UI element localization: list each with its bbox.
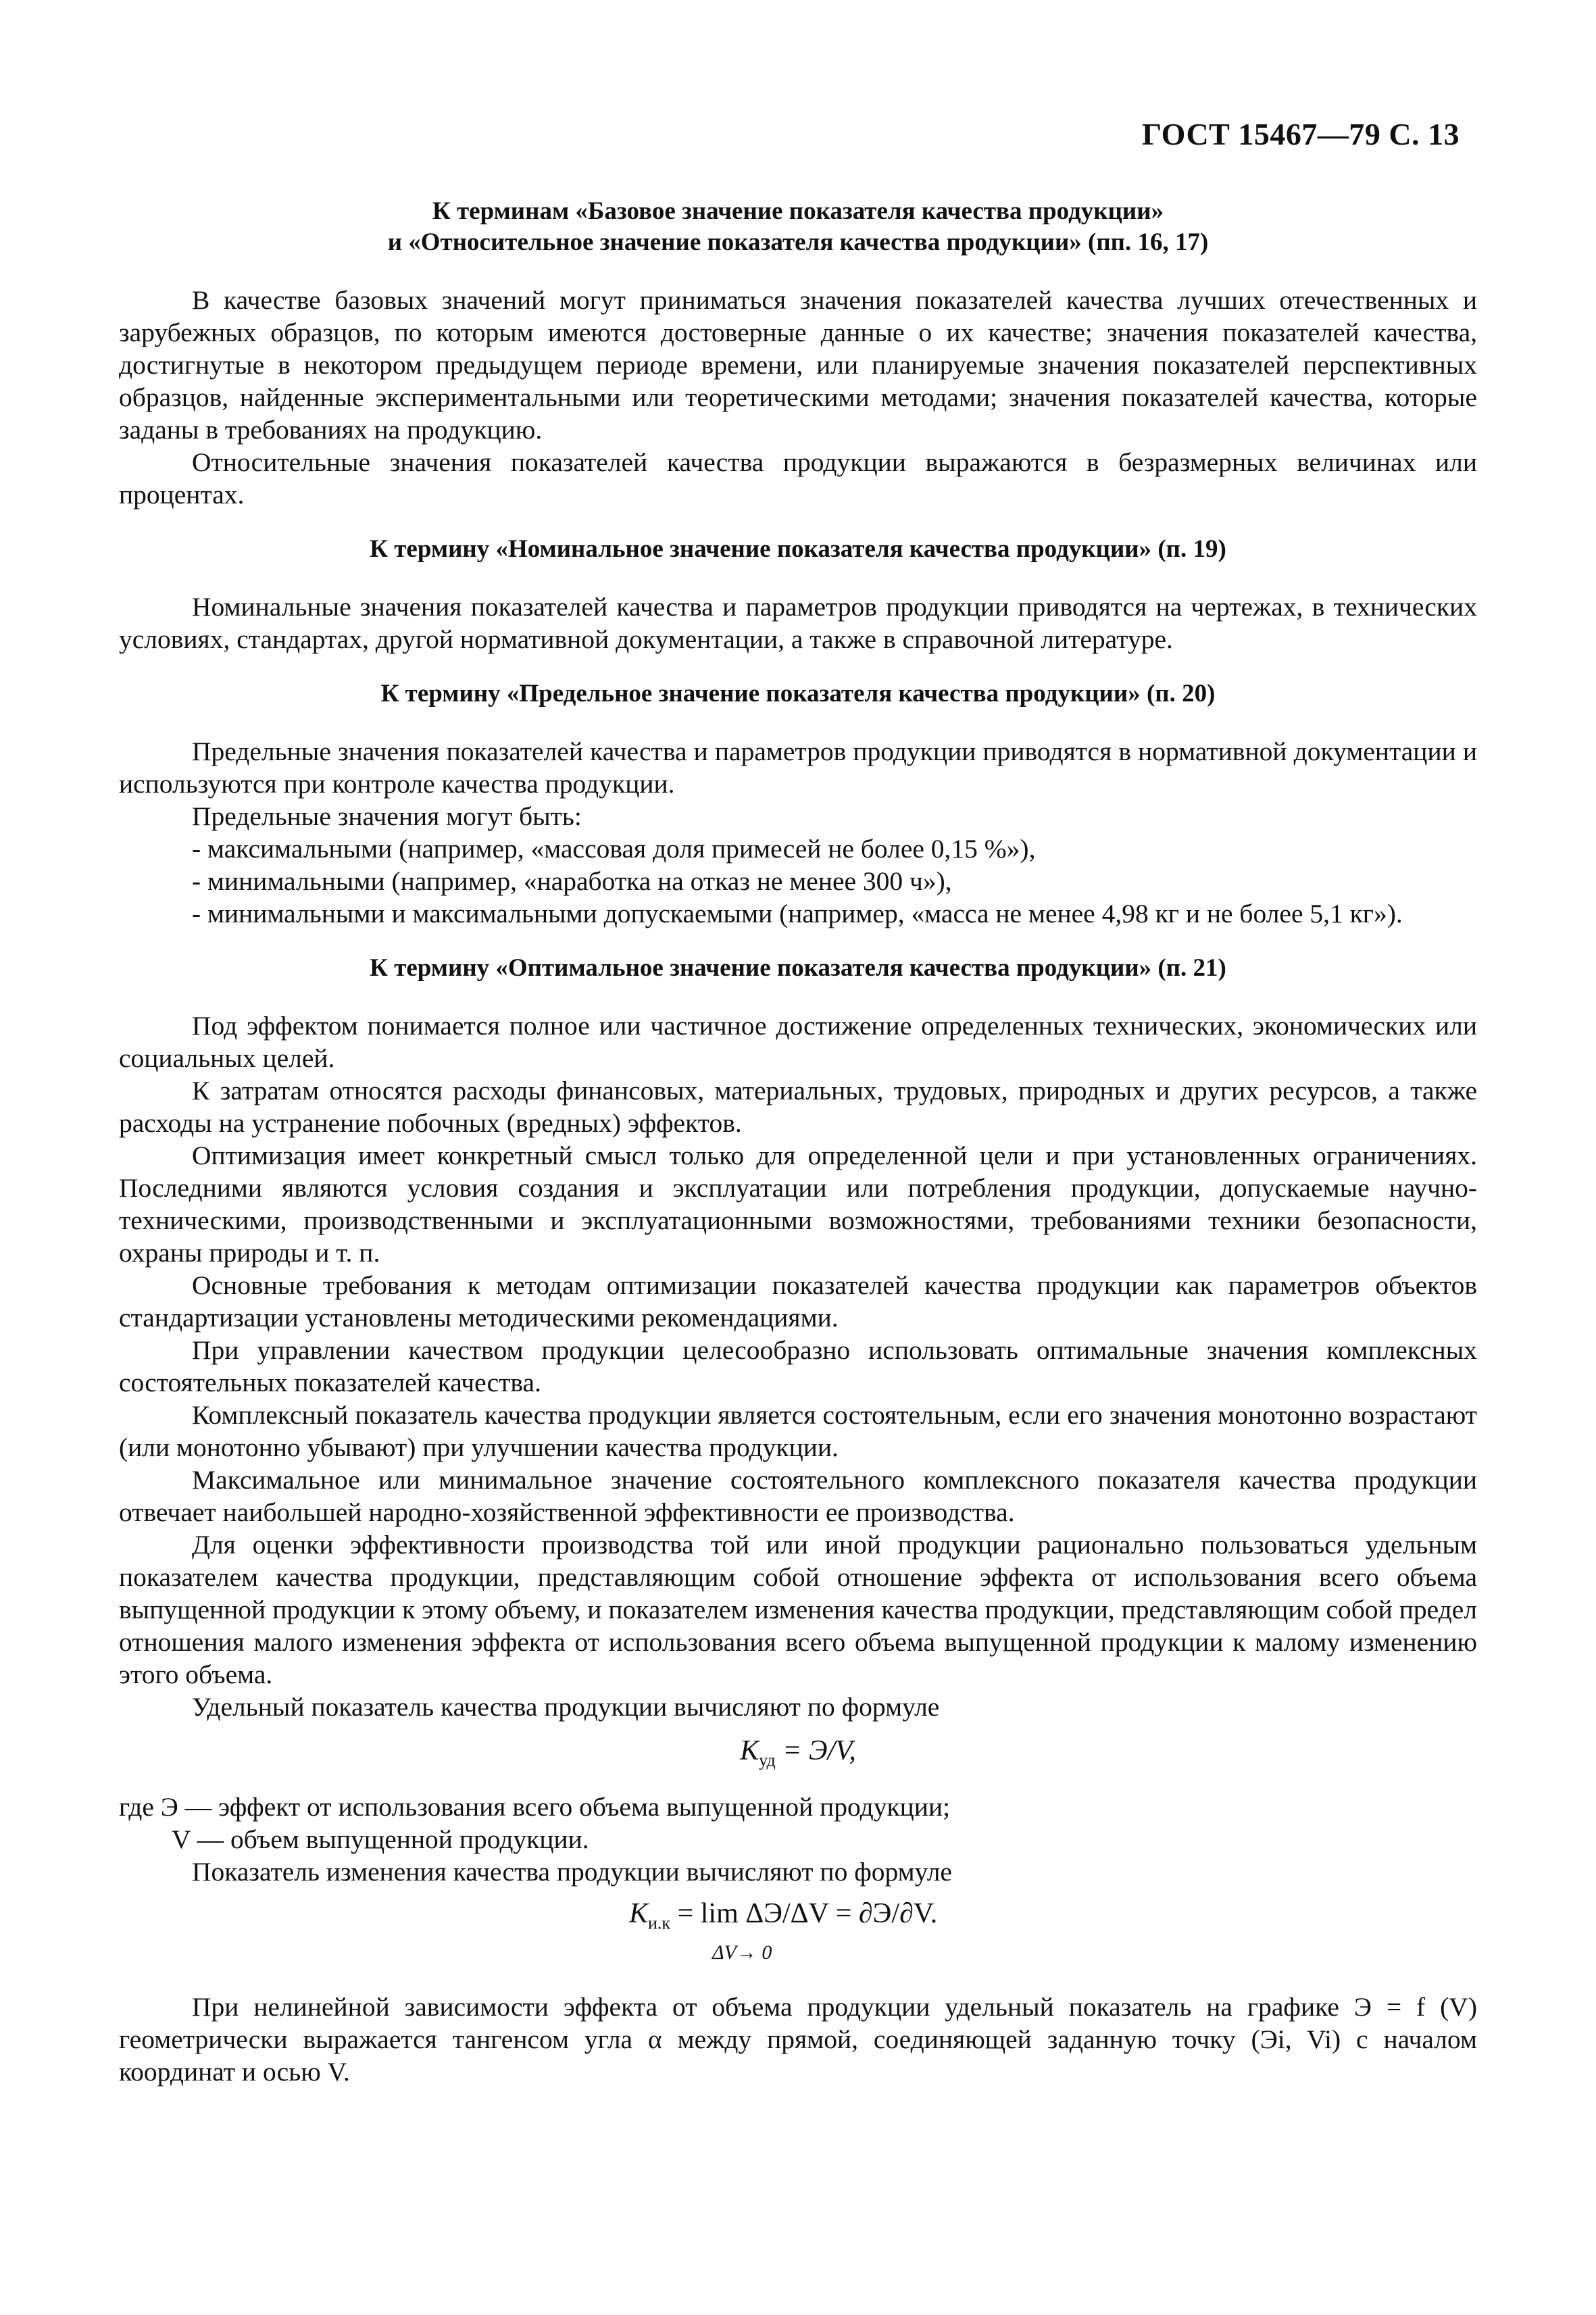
paragraph: При нелинейной зависимости эффекта от объема продукции удельный показатель на графике Э = f (V) геометрически выражается тангенсом угла α между прямой, соединяющей заданную точку (Эi, Vi) с началом координат и осью V. bbox=[119, 1992, 1477, 2087]
paragraph: Относительные значения показателей качества продукции выражаются в безразмерных величинах или процентах. bbox=[119, 447, 1477, 509]
paragraph: При управлении качеством продукции целесообразно использовать оптимальные значения комплексных состоятельных показателей качества. bbox=[119, 1335, 1477, 1397]
formula-symbol: K bbox=[740, 1735, 759, 1766]
paragraph: Удельный показатель качества продукции вычисляют по формуле bbox=[192, 1692, 940, 1722]
paragraph: Для оценки эффективности производства той или иной продукции рационально пользоваться удельным показателем качества продукции, представляющим собой отношение эффекта от использования всего объема выпущенной продукции к этому объему, и показателем изменения качества продукции, представляющим собой предел отношения малого изменения эффекта от использования всего объема выпущенной продукции к малому изменению этого объема. bbox=[119, 1530, 1477, 1689]
list-item: - максимальными (например, «массовая доля примесей не более 0,15 %»), bbox=[192, 834, 1036, 864]
paragraph: Оптимизация имеет конкретный смысл только для определенной цели и при установленных ограничениях. Последними являются условия создания и эксплуатации или потребления продукции, допускаемые научно-техническими, производственными и эксплуатационными возможностями, требованиями техники безопасности, охраны природы и т. п. bbox=[119, 1141, 1477, 1268]
paragraph: Комплексный показатель качества продукции является состоятельным, если его значения монотонно возрастают (или монотонно убывают) при улучшении качества продукции. bbox=[119, 1400, 1477, 1462]
paragraph: Максимальное или минимальное значение состоятельного комплексного показателя качества продукции отвечает наибольшей народно-хозяйственной эффективности ее производства. bbox=[119, 1465, 1477, 1527]
section-title: К термину «Номинальное значение показателя качества продукции» (п. 19) bbox=[370, 535, 1226, 563]
paragraph: Показатель изменения качества продукции вычисляют по формуле bbox=[192, 1857, 952, 1887]
formula-expression: = Э/V, bbox=[775, 1735, 856, 1766]
paragraph: Предельные значения могут быть: bbox=[192, 801, 582, 831]
paragraph: Предельные значения показателей качества и параметров продукции приводятся в нормативной документации и используются при контроле качества продукции. bbox=[119, 737, 1477, 799]
list-item: - минимальными и максимальными допускаемыми (например, «масса не менее 4,98 кг и не более 5,1 кг»). bbox=[192, 899, 1403, 928]
formula-subscript: и.к bbox=[648, 1913, 671, 1933]
formula-expression: = lim ΔЭ/ΔV = ∂Э/∂V. bbox=[670, 1898, 938, 1930]
formula-symbol: K bbox=[629, 1898, 649, 1930]
paragraph: В качестве базовых значений могут приниматься значения показателей качества лучших отечественных и зарубежных образцов, по которым имеются достоверные данные о их качестве; значения показателей качества, достигнутые в некотором предыдущем периоде времени, или планируемые значения показателей перспективных образцов, найденные экспериментальными или теоретическими методами; значения показателей качества, которые заданы в требованиях на продукцию. bbox=[119, 285, 1477, 445]
formula-legend-line: где Э — эффект от использования всего объема выпущенной продукции; bbox=[119, 1792, 951, 1822]
paragraph: Основные требования к методам оптимизации показателей качества продукции как параметров объектов стандартизации установлены методическими рекомендациями. bbox=[119, 1270, 1477, 1333]
page-content bbox=[119, 196, 1477, 2088]
formula-subscript: уд bbox=[759, 1750, 776, 1770]
paragraph: Номинальные значения показателей качества и параметров продукции приводятся на чертежах, в технических условиях, стандартах, другой нормативной документации, а также в справочной литературе. bbox=[119, 592, 1477, 654]
formula-legend-line: V — объем выпущенной продукции. bbox=[172, 1824, 589, 1855]
section-title-line: К терминам «Базовое значение показателя качества продукции» bbox=[432, 197, 1164, 225]
section-title: К термину «Оптимальное значение показателя качества продукции» (п. 21) bbox=[370, 954, 1226, 982]
paragraph: К затратам относятся расходы финансовых, материальных, трудовых, природных и других ресурсов, а также расходы на устранение побочных (вредных) эффектов. bbox=[119, 1076, 1477, 1138]
formula-specific-index bbox=[119, 1733, 1477, 1778]
paragraph: Под эффектом понимается полное или частичное достижение определенных технических, экономических или социальных целей. bbox=[119, 1011, 1477, 1073]
formula-limit-condition: ΔV→ 0 bbox=[712, 1941, 772, 1964]
formula-main bbox=[629, 1897, 937, 1939]
formula-quality-change-index bbox=[119, 1895, 1477, 1976]
section-title: К термину «Предельное значение показателя качества продукции» (п. 20) bbox=[380, 680, 1216, 707]
page-header: ГОСТ 15467—79 С. 13 bbox=[1142, 117, 1460, 151]
list-item: - минимальными (например, «наработка на отказ не менее 300 ч»), bbox=[192, 866, 952, 896]
section-title bbox=[119, 196, 1477, 258]
section-title-line: и «Относительное значение показателя качества продукции» (пп. 16, 17) bbox=[387, 228, 1209, 256]
